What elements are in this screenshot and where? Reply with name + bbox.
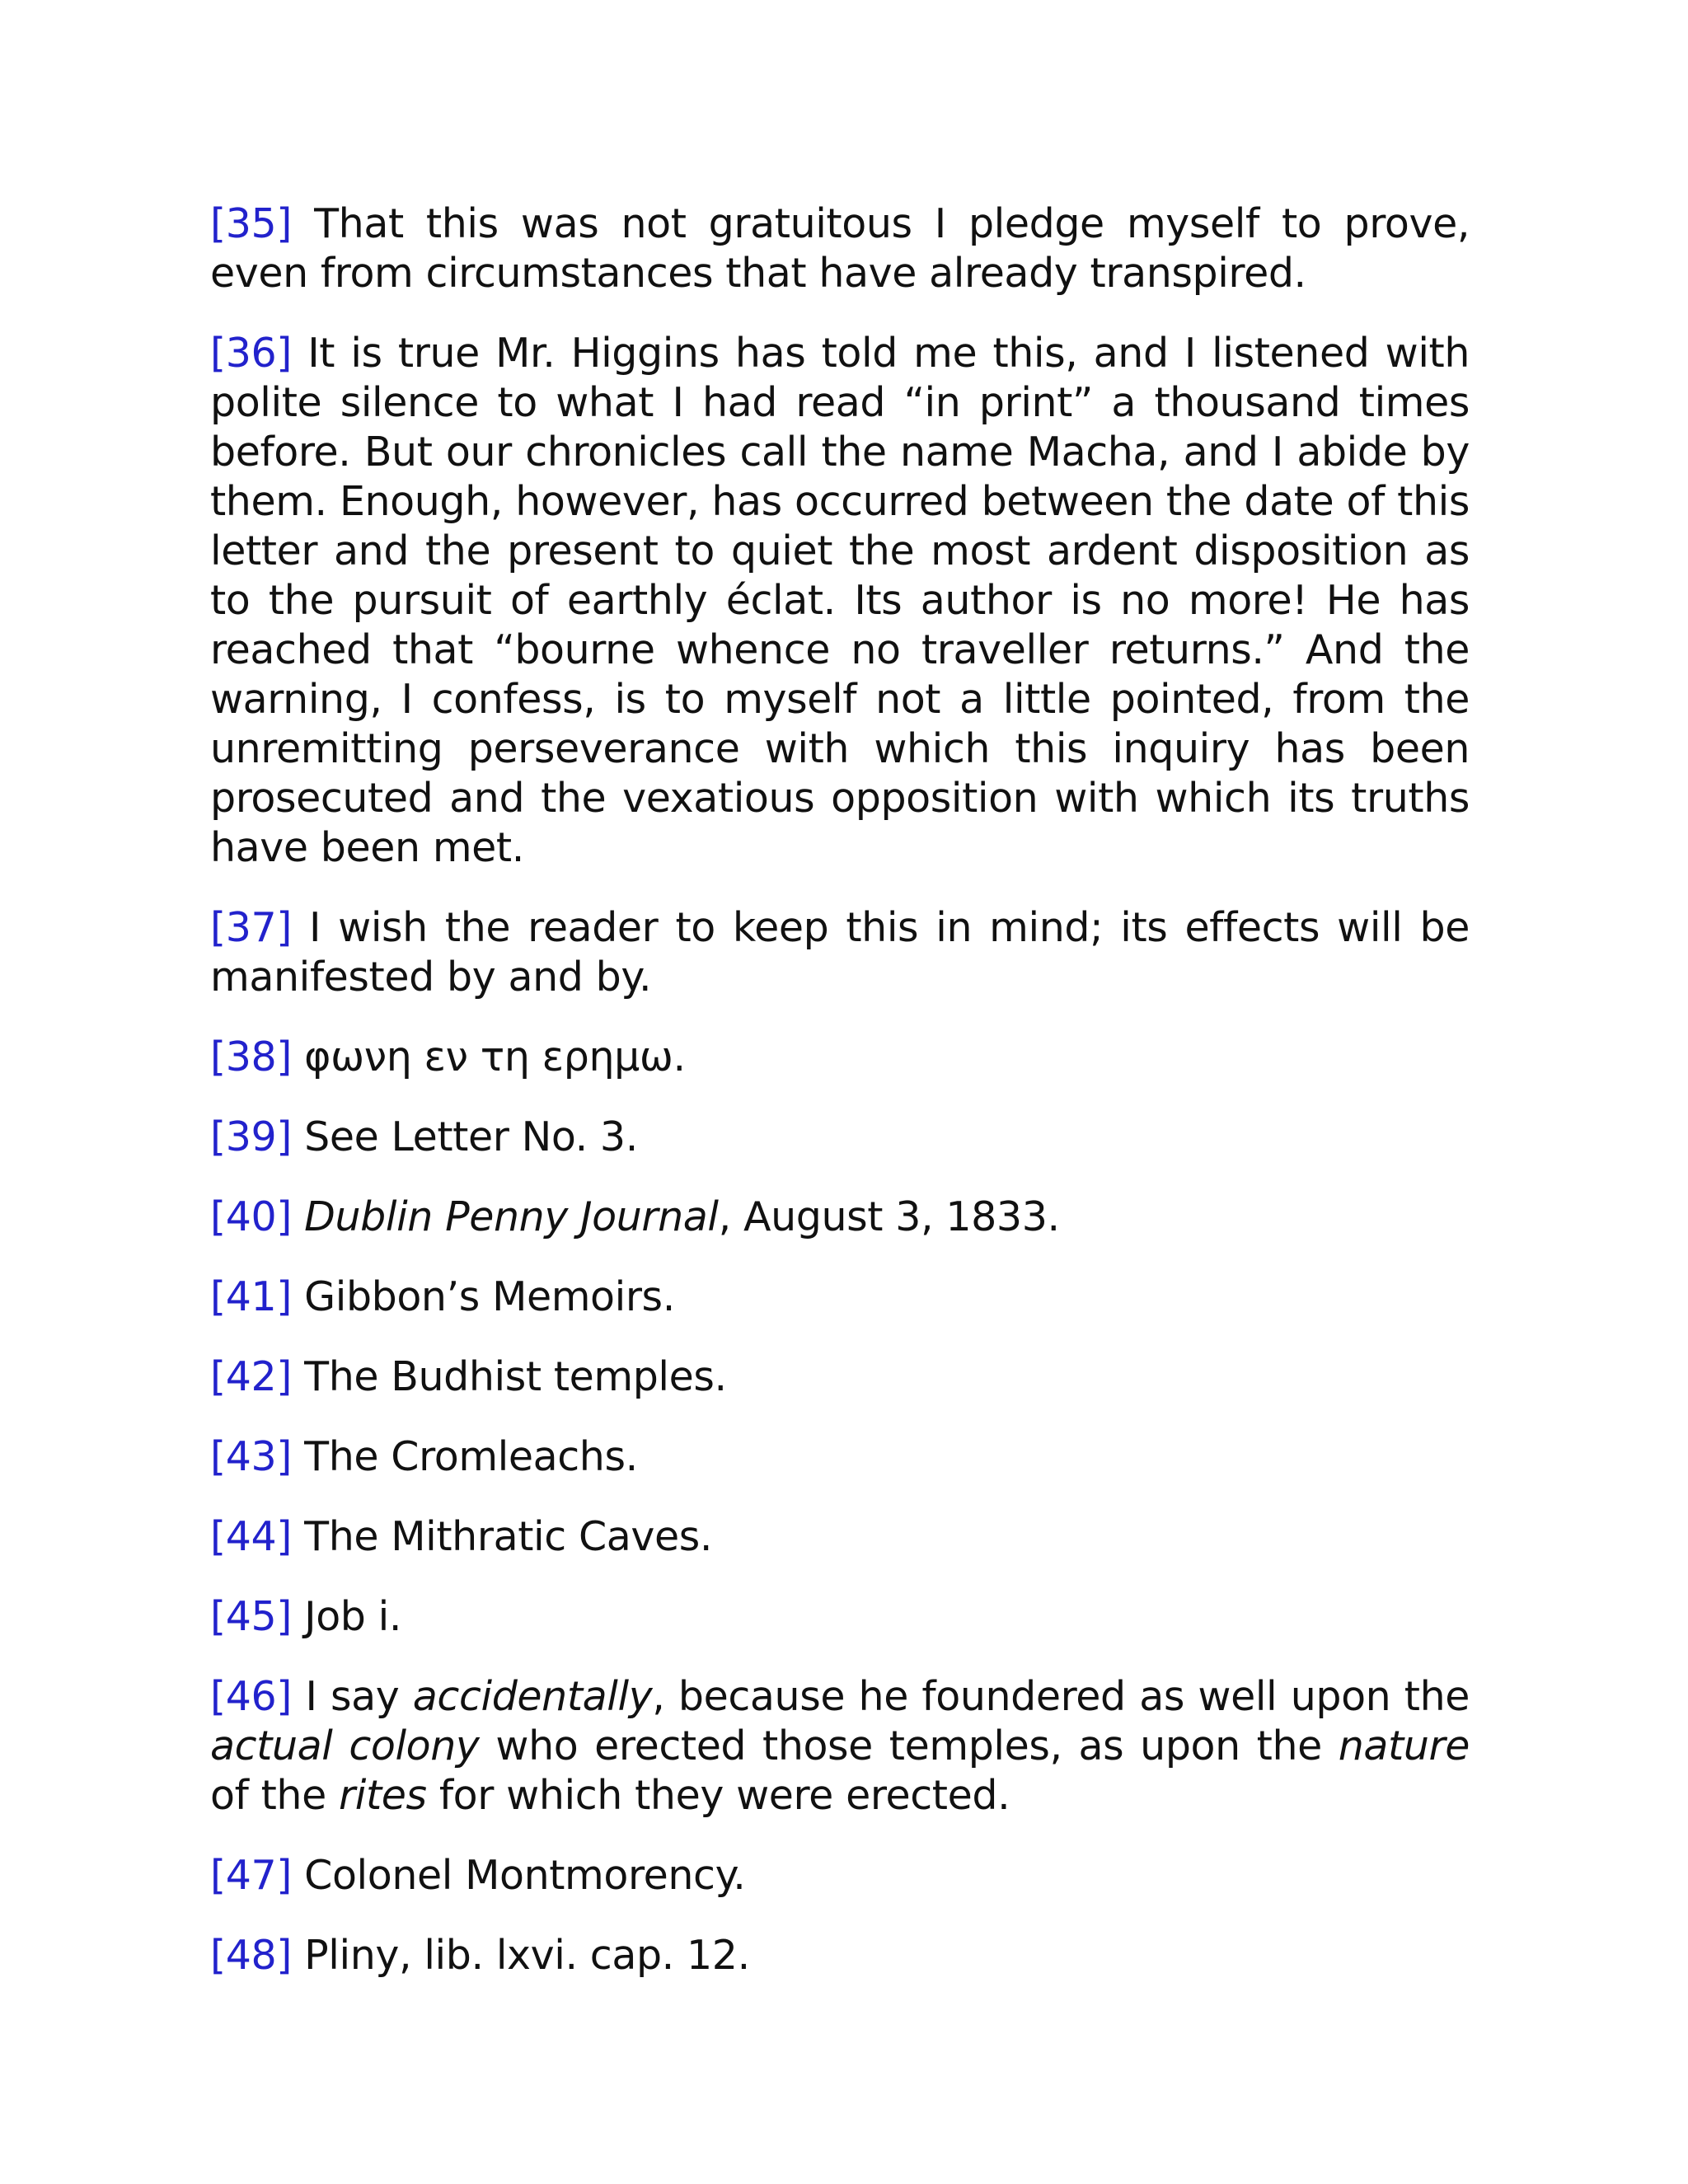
footnotes-page bbox=[210, 199, 1470, 2011]
footnote-italic-text: accidentally bbox=[412, 1673, 653, 1720]
footnote-ref-link[interactable]: [43] bbox=[210, 1433, 292, 1480]
footnote bbox=[210, 199, 1470, 298]
footnote bbox=[210, 1432, 1470, 1482]
footnote-ref-link[interactable]: [40] bbox=[210, 1193, 292, 1240]
footnote-text: φωνη εν τη ερημω. bbox=[291, 1033, 686, 1080]
footnote bbox=[210, 1033, 1470, 1082]
footnote-ref-link[interactable]: [44] bbox=[210, 1513, 292, 1560]
footnote-ref-link[interactable]: [47] bbox=[210, 1852, 292, 1899]
footnote-italic-text: actual colony bbox=[210, 1722, 480, 1769]
footnote-text: who erected those temples, as upon the bbox=[479, 1722, 1339, 1769]
footnote-ref-link[interactable]: [37] bbox=[210, 904, 292, 951]
footnote bbox=[210, 1352, 1470, 1402]
footnote bbox=[210, 1931, 1470, 1980]
footnote-italic-text: Dublin Penny Journal bbox=[304, 1193, 719, 1240]
footnote-text: of the bbox=[210, 1772, 339, 1819]
footnote-text: The Budhist temples. bbox=[291, 1353, 727, 1400]
footnote bbox=[210, 1193, 1470, 1242]
footnote-text: See Letter No. 3. bbox=[291, 1113, 638, 1160]
footnote bbox=[210, 1672, 1470, 1821]
footnote-text: Colonel Montmorency. bbox=[291, 1852, 746, 1899]
footnote-ref-link[interactable]: [48] bbox=[210, 1932, 292, 1979]
footnote-text: It is true Mr. Higgins has told me this, and I listened with polite silence to what I had read “in print” a thousand times before. But our chronicles call the name Macha, and I abide by them. Enough, however, has occurred between the date of this letter and the present to quiet the most ardent disposition as to the pursuit of earthly éclat. Its author is no more! He has reached that “bourne whence no traveller returns.” And the warning, I confess, is to myself not a little pointed, from the unremitting perseverance with which this inquiry has been prosecuted and the vexatious opposition with which its truths have been met. bbox=[210, 330, 1470, 871]
footnote-text: The Mithratic Caves. bbox=[291, 1513, 713, 1560]
footnote bbox=[210, 903, 1470, 1002]
footnote-text: Job i. bbox=[291, 1593, 402, 1640]
footnote-italic-text: nature bbox=[1338, 1722, 1470, 1769]
footnote-text: The Cromleachs. bbox=[291, 1433, 638, 1480]
footnote-text: , because he foundered as well upon the bbox=[652, 1673, 1470, 1720]
footnote bbox=[210, 1592, 1470, 1642]
footnote-ref-link[interactable]: [42] bbox=[210, 1353, 292, 1400]
footnote-text bbox=[292, 1193, 304, 1240]
footnote-ref-link[interactable]: [39] bbox=[210, 1113, 292, 1160]
footnote-text: That this was not gratuitous I pledge myself to prove, even from circumstances that have already transpired. bbox=[210, 200, 1470, 297]
footnote-text: Pliny, lib. lxvi. cap. 12. bbox=[291, 1932, 750, 1979]
footnote-ref-link[interactable]: [36] bbox=[210, 330, 292, 377]
footnote bbox=[210, 1851, 1470, 1900]
footnote bbox=[210, 329, 1470, 873]
footnote-text: I wish the reader to keep this in mind; its effects will be manifested by and by. bbox=[210, 904, 1470, 1001]
footnote-text: , August 3, 1833. bbox=[718, 1193, 1060, 1240]
footnote-text: for which they were erected. bbox=[426, 1772, 1010, 1819]
footnote bbox=[210, 1113, 1470, 1162]
footnote-ref-link[interactable]: [45] bbox=[210, 1593, 292, 1640]
footnote-ref-link[interactable]: [46] bbox=[210, 1673, 292, 1720]
footnote-ref-link[interactable]: [41] bbox=[210, 1273, 292, 1320]
footnote-ref-link[interactable]: [38] bbox=[210, 1033, 292, 1080]
footnote bbox=[210, 1512, 1470, 1562]
footnote-text: Gibbon’s Memoirs. bbox=[291, 1273, 675, 1320]
footnote-ref-link[interactable]: [35] bbox=[210, 200, 292, 247]
footnote-text: I say bbox=[291, 1673, 413, 1720]
footnote-italic-text: rites bbox=[339, 1772, 427, 1819]
footnote bbox=[210, 1272, 1470, 1322]
